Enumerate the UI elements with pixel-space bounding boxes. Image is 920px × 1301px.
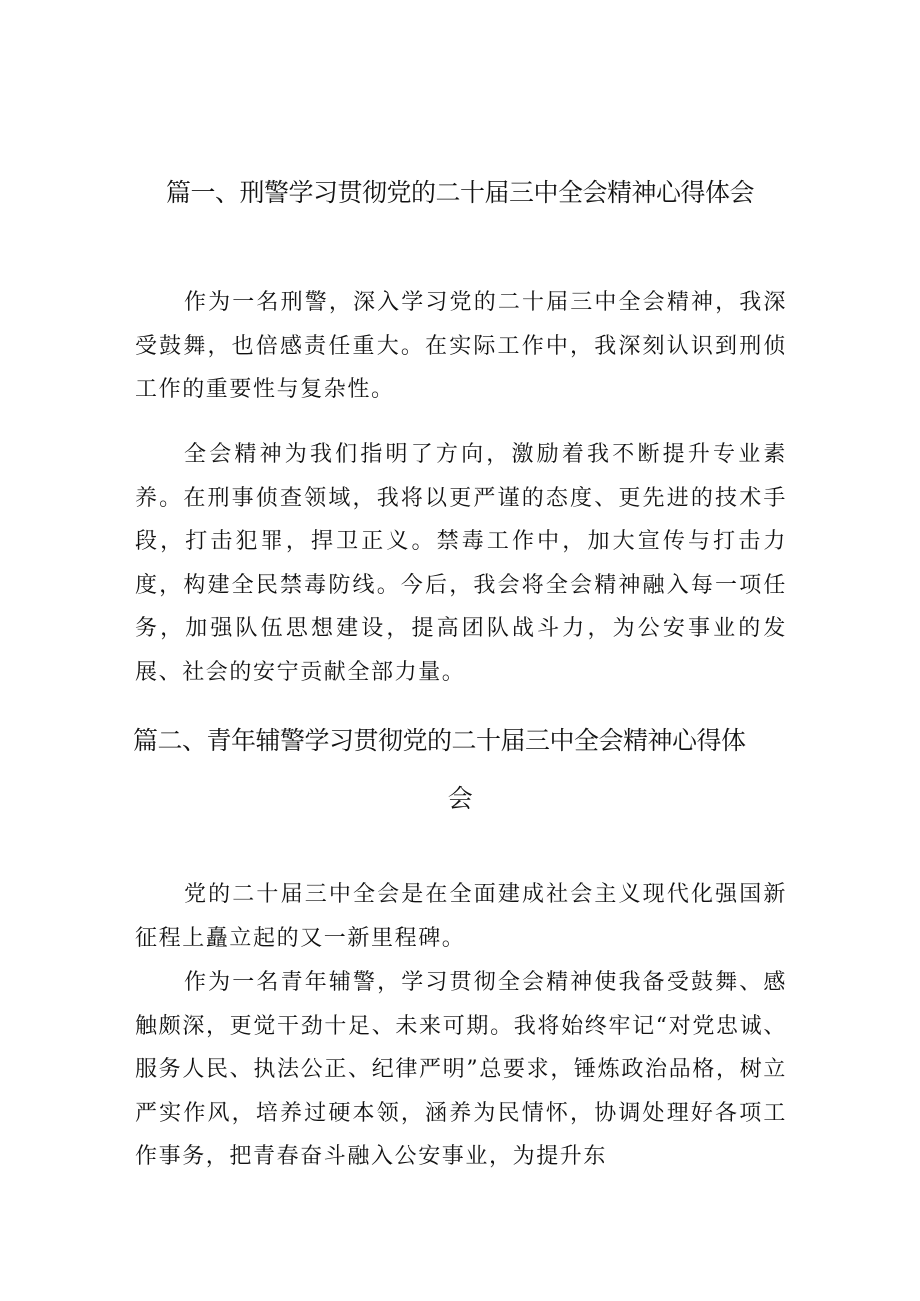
article-2-paragraph-2: 作为一名青年辅警，学习贯彻全会精神使我备受鼓舞、感触颇深，更觉干劲十足、未来可期。我将始终牢记“对党忠诚、服务人民、执法公正、纪律严明”总要求，锤炼政治品格，树立严实作风，培养过硬本领，涵养为民情怀，协调处理好各项工作事务，把青春奋斗融入公安事业，为提升东 <box>135 970 787 1170</box>
article-1-paragraph-2: 全会精神为我们指明了方向，激励着我不断提升专业素养。在刑事侦查领域，我将以更严谨的态度、更先进的技术手段，打击犯罪，捍卫正义。禁毒工作中，加大宣传与打击力度，构建全民禁毒防线。今后，我会将全会精神融入每一项任务，加强队伍思想建设，提高团队战斗力，为公安事业的发展、社会的安宁贡献全部力量。 <box>135 442 787 685</box>
article-2-title-line-1: 篇二、青年辅警学习贯彻党的二十届三中全会精神心得体 <box>133 726 746 755</box>
article-1-title: 篇一、刑警学习贯彻党的二十届三中全会精神心得体会 <box>165 178 754 207</box>
article-1-paragraph-1: 作为一名刑警，深入学习党的二十届三中全会精神，我深受鼓舞，也倍感责任重大。在实际工作中，我深刻认识到刑侦工作的重要性与复杂性。 <box>135 290 787 403</box>
article-2-title-line-2: 会 <box>447 784 473 813</box>
article-2-paragraph-1: 党的二十届三中全会是在全面建成社会主义现代化强国新征程上矗立起的又一新里程碑。 <box>135 882 787 951</box>
